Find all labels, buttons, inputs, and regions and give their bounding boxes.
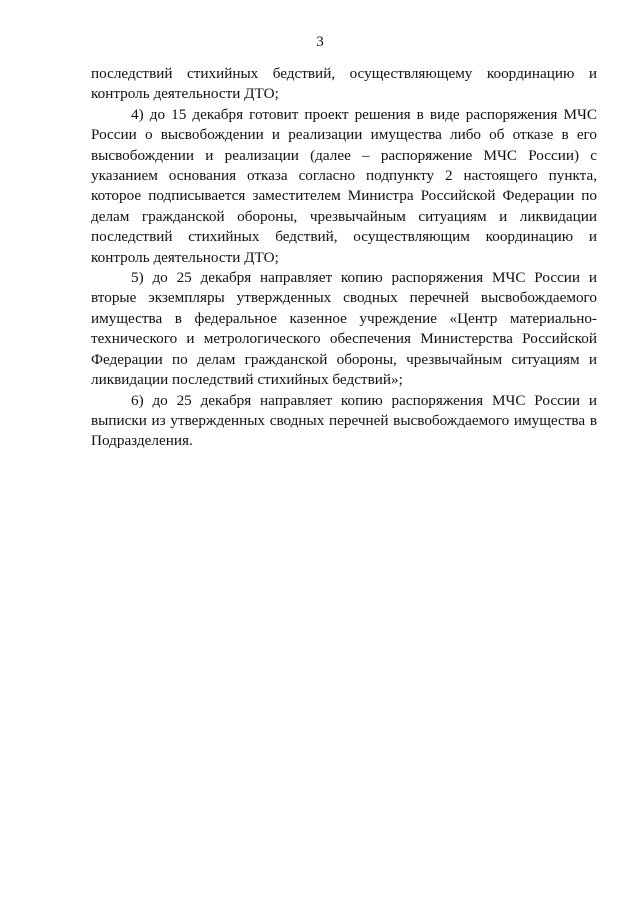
- paragraph-item-5: 5) до 25 декабря направляет копию распоряжения МЧС России и вторые экземпляры утвержденных сводных перечней высвобождаемого имущества в федеральное казенное учреждение «Центр материально-технического и метрологического обеспечения Министерства Российской Федерации по делам гражданской обороны, чрезвычайным ситуациям и ликвидации последствий стихийных бедствий»;: [91, 269, 597, 389]
- paragraph-item-6: 6) до 25 декабря направляет копию распоряжения МЧС России и выписки из утвержденных сводных перечней высвобождаемого имущества в Подразделения.: [91, 391, 597, 450]
- document-body: [91, 64, 597, 452]
- page-number: 3: [316, 34, 324, 50]
- paragraph-continuation: последствий стихийных бедствий, осуществляющему координацию и контроль деятельности ДТО;: [91, 65, 597, 103]
- paragraph-item-4: 4) до 15 декабря готовит проект решения в виде распоряжения МЧС России о высвобождении и реализации имущества либо об отказе в его высвобождении и реализации (далее – распоряжение МЧС России) с указанием основания отказа согласно подпункту 2 настоящего пункта, которое подписывается заместителем Министра Российской Федерации по делам гражданской обороны, чрезвычайным ситуациям и ликвидации последствий стихийных бедствий, осуществляющим координацию и контроль деятельности ДТО;: [91, 105, 597, 266]
